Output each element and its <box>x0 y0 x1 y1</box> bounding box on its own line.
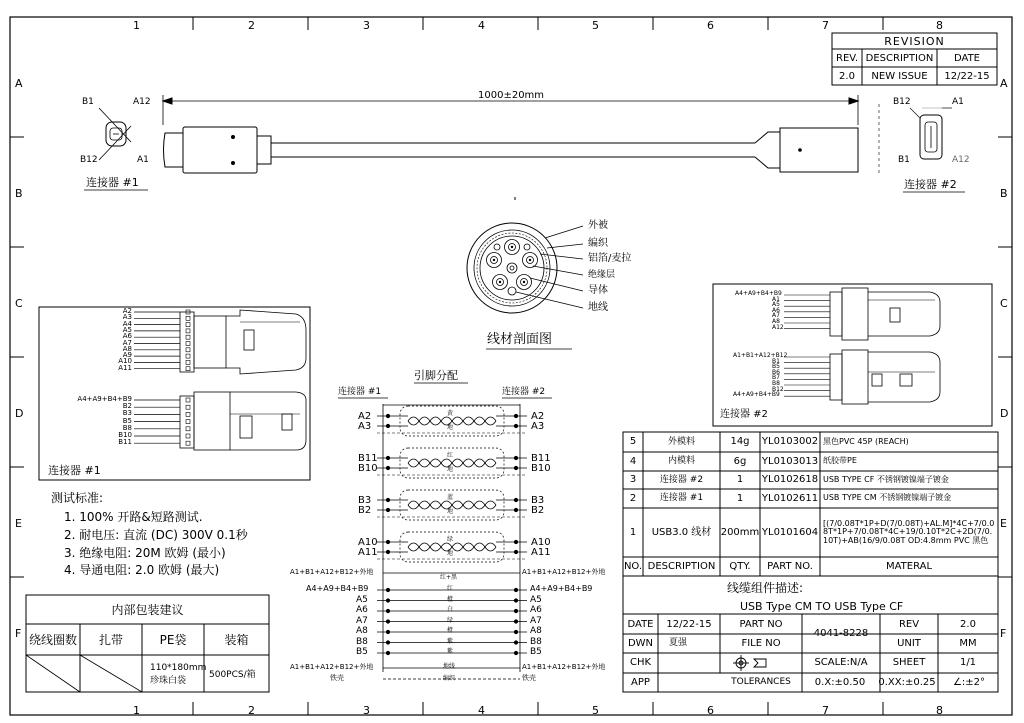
left-bottom-pin-contact <box>186 412 190 416</box>
pin-junction <box>386 456 389 459</box>
tb-app-label: APP <box>631 676 650 688</box>
pinout-single-color: 橙 <box>447 595 454 603</box>
grid-col-6-bottom: 6 <box>707 704 714 717</box>
pin-junction <box>386 620 389 623</box>
tb-date-label: DATE <box>627 618 654 630</box>
projection-symbol <box>733 655 766 671</box>
left-top-pin-label: A4 <box>122 319 132 328</box>
grid-col-3: 3 <box>363 19 370 32</box>
pinout-left-header: 连接器 #1 <box>338 387 382 397</box>
grid-col-4: 4 <box>478 19 485 32</box>
pinout-color-label: 地 <box>447 550 454 557</box>
pin-junction <box>514 508 517 511</box>
tb-sheet: 1/1 <box>959 657 977 668</box>
right-box-label: 连接器 #2 <box>720 409 768 420</box>
left-bottom-pin-label: B2 <box>122 402 132 411</box>
left-detail-box <box>39 307 310 480</box>
pin-junction <box>514 588 517 591</box>
tb-date: 12/22-15 <box>666 618 712 630</box>
grid-col-6: 6 <box>707 19 714 32</box>
right-top-pin-label: A6 <box>772 306 780 314</box>
pinout-single-left: A5 <box>356 594 368 605</box>
left-top-pin-label: A9 <box>122 351 132 360</box>
grid-col-5: 5 <box>592 19 599 32</box>
revision-date: 12/22-15 <box>944 70 990 82</box>
left-bottom-pin-label: B5 <box>122 416 132 425</box>
pinout-single-color: 红 <box>447 585 454 592</box>
pinout-single-right: B8 <box>530 636 542 647</box>
packing-box: 500PCS/箱 <box>209 670 256 680</box>
left-top-pin-label: A11 <box>118 363 132 372</box>
left-top-pin-label: A2 <box>122 307 132 315</box>
cable-cross-section <box>467 197 583 313</box>
pinout-single-color: 紫 <box>447 637 454 645</box>
pin-junction <box>514 651 517 654</box>
pinout-color-label: 红 <box>447 452 454 459</box>
pinout-bottom-braid: 编织 <box>443 675 456 682</box>
pinout-single-color: 绿 <box>447 616 454 624</box>
pinout-left-pin: A3 <box>358 421 372 432</box>
pinout-right-pin: A3 <box>531 421 545 432</box>
grid-row-a-right: A <box>1000 77 1008 90</box>
left-bottom-pin-label: B3 <box>122 409 132 418</box>
cross-section-title: 线材剖面图 <box>487 332 553 347</box>
test-item-2: 2. 耐电压: 直流 (DC) 300V 0.1秒 <box>64 528 248 542</box>
pin-junction <box>386 466 389 469</box>
tb-sheet-label: SHEET <box>892 657 926 668</box>
pin-junction <box>514 540 517 543</box>
left-top-pin-contact <box>186 367 190 371</box>
pinout-single-color: 紫 <box>447 648 454 655</box>
revision-title: REVISION <box>884 35 945 48</box>
bom-row-material: USB TYPE CF 不锈钢镀镍端子镀金 <box>823 474 949 484</box>
test-standard-title: 测试标准: <box>51 491 104 505</box>
grid-row-b: B <box>15 187 23 200</box>
pinout-left-pin: A11 <box>358 547 378 558</box>
pinout-left-pin: B11 <box>358 453 378 464</box>
left-bottom-pin-contact <box>186 427 190 431</box>
assembly-title-cn: 线缆组件描述: <box>727 581 804 595</box>
pinout-color-label: 地 <box>447 424 454 431</box>
tb-rev-label: REV <box>898 618 920 630</box>
left-top-pin-contact <box>186 342 190 346</box>
left-connector-drawing <box>134 295 830 450</box>
assembly-title-en: USB Type CM TO USB Type CF <box>740 600 904 613</box>
pinout-right-pin: A2 <box>531 411 545 422</box>
pin-junction <box>386 414 389 417</box>
pinout-right-pin: B3 <box>531 495 545 506</box>
pinout-right-pin: B2 <box>531 505 545 516</box>
pin-junction <box>514 550 517 553</box>
left-box-label: 连接器 #1 <box>48 464 101 477</box>
pinout-right-header: 连接器 #2 <box>502 387 546 397</box>
revision-header-description: DESCRIPTION <box>865 52 934 64</box>
bom-header-qty: QTY. <box>729 561 751 572</box>
pinout-color-label: 蓝 <box>447 494 454 501</box>
bom-row-qty: 6g <box>733 455 747 467</box>
pinout-single-left: A4+A9+B4+B9 <box>306 584 369 593</box>
pin-junction <box>386 588 389 591</box>
connector2-face <box>879 104 952 175</box>
bom-row-no: 1 <box>629 526 637 538</box>
bom-row-part-no: YL0103002 <box>761 436 819 447</box>
right-top-pin-label: A7 <box>772 312 780 320</box>
tb-dwn-label: DWN <box>627 637 654 649</box>
left-pin-b12: B12 <box>80 155 98 165</box>
pin-junction <box>514 466 517 469</box>
pin-junction <box>386 641 389 644</box>
pinout-single-color: 白 <box>447 606 454 613</box>
pin-junction <box>514 424 517 427</box>
pinout-left-pin: A10 <box>358 537 378 548</box>
tb-unit-label: UNIT <box>897 637 921 649</box>
pinout-right-pin: A11 <box>531 547 551 558</box>
connector2-label: 连接器 #2 <box>904 178 957 191</box>
pinout-single-color: 橙 <box>447 627 454 634</box>
bom-row-no: 4 <box>629 455 637 467</box>
left-pin-b1: B1 <box>82 97 94 107</box>
right-bottom-pin-label: B5 <box>772 363 780 371</box>
bom-row-part-no: YL0103013 <box>761 455 819 467</box>
right-pin-b12: B12 <box>893 97 911 107</box>
bom-row-part-no: YL0102611 <box>761 492 819 504</box>
packing-header-coils: 绕线圈数 <box>28 633 77 647</box>
grid-col-7-bottom: 7 <box>822 704 829 717</box>
pinout-gnd-right: A1+B1+A12+B12+外地 <box>522 568 606 576</box>
left-top-pin-label: A6 <box>122 332 132 341</box>
layer-braid: 编织 <box>588 238 608 249</box>
tb-dwn: 夏强 <box>668 638 687 648</box>
bom-row-no: 5 <box>629 436 637 447</box>
bom-row-description: 内模料 <box>667 456 695 466</box>
pinout-left-pin: B10 <box>358 463 378 474</box>
revision-rev: 2.0 <box>839 70 855 82</box>
bom-header-material: MATERAL <box>885 561 933 572</box>
left-pin-a12: A12 <box>133 97 151 107</box>
pin-junction <box>386 508 389 511</box>
right-pin-a12: A12 <box>952 155 970 165</box>
pinout-bottom-left: A1+B1+A12+B12+外地 <box>290 663 374 671</box>
pinout-single-left: A8 <box>356 626 368 636</box>
tb-partno-label: PART NO <box>739 618 783 630</box>
pin-junction <box>386 609 389 612</box>
pinout-single-left: A6 <box>356 605 368 615</box>
tb-tolerances: TOLERANCES <box>731 677 791 687</box>
pinout-gnd-color: 红+黑 <box>440 574 458 581</box>
bom-row-no: 3 <box>629 474 637 485</box>
grid-col-8-bottom: 8 <box>936 704 943 717</box>
right-top-pin-label: A1 <box>772 295 780 303</box>
right-bottom-pin-label: A1+B1+A12+B12 <box>733 352 788 359</box>
left-bottom-pin-contact <box>186 441 190 445</box>
pinout-single-left: B8 <box>356 636 368 647</box>
packing-pe-size: 110*180mm <box>150 663 207 673</box>
left-bottom-pin-label: B11 <box>118 438 132 447</box>
left-pin-a1: A1 <box>137 155 149 165</box>
grid-row-f-right: F <box>1000 627 1007 640</box>
grid-col-5-bottom: 5 <box>592 704 599 717</box>
tb-fileno-label: FILE NO <box>741 637 781 649</box>
left-bottom-pin-contact <box>186 434 190 438</box>
pin-junction <box>386 540 389 543</box>
right-bottom-pin-label: B6 <box>772 368 780 376</box>
grid-row-e-right: E <box>1000 517 1007 530</box>
bom-row-material: 黑色PVC 45P (REACH) <box>823 436 909 446</box>
pin-junction <box>386 599 389 602</box>
pinout-single-left: B5 <box>356 647 368 657</box>
bom-row-description: 外模料 <box>667 436 695 447</box>
left-top-pin-contact <box>186 316 190 320</box>
pin-junction <box>514 456 517 459</box>
pin-junction <box>514 641 517 644</box>
test-item-4: 4. 导通电阻: 2.0 欧姆 (最大) <box>64 563 220 577</box>
right-pin-a1: A1 <box>952 97 964 107</box>
tb-chk-label: CHK <box>629 657 652 668</box>
right-bottom-pin-label: B7 <box>772 374 780 382</box>
tb-tol-3: ∠:±2° <box>952 676 986 688</box>
pinout-color-label: 地 <box>447 508 454 515</box>
right-top-pin-label: A4+A9+B4+B9 <box>735 290 782 297</box>
revision-description: NEW ISSUE <box>871 70 928 82</box>
pinout-right-pin: B11 <box>531 453 551 464</box>
bom-row-qty: 1 <box>736 492 744 504</box>
left-bottom-pin-contact <box>186 420 190 424</box>
pinout-single-right: A5 <box>530 594 542 605</box>
bom-header-part-no: PART NO. <box>767 561 813 572</box>
left-top-pin-label: A5 <box>122 325 132 334</box>
left-top-pin-contact <box>186 329 190 333</box>
cable-length: 1000±20mm <box>478 90 545 101</box>
grid-row-b-right: B <box>1000 187 1008 200</box>
bom-row-qty: 1 <box>736 474 744 485</box>
packing-pe-name: 珍珠白袋 <box>150 676 187 686</box>
pin-junction <box>514 599 517 602</box>
right-bottom-pin-label: B1 <box>772 357 780 365</box>
grid-col-2-bottom: 2 <box>248 704 255 717</box>
grid-row-d: D <box>15 407 24 420</box>
pinout-single-right: A6 <box>530 605 542 615</box>
grid-col-3-bottom: 3 <box>363 704 370 717</box>
left-top-pin-contact <box>186 335 190 339</box>
pinout-left-pin: B2 <box>358 505 372 516</box>
pinout-single-right: A4+A9+B4+B9 <box>530 584 593 593</box>
bom-row-qty: 200mm <box>720 526 760 538</box>
grid-row-e: E <box>15 517 22 530</box>
left-bottom-pin-label: B10 <box>118 431 132 439</box>
pin-junction <box>514 620 517 623</box>
pinout-left-pin: B3 <box>358 495 372 506</box>
packing-title: 内部包装建议 <box>111 603 184 617</box>
tb-tol-1: 0.X:±0.50 <box>814 676 866 688</box>
grid-row-a: A <box>15 77 23 90</box>
left-top-pin-contact <box>186 348 190 352</box>
pinout-single-left: A7 <box>356 615 368 626</box>
left-bottom-pin-contact <box>186 398 190 402</box>
left-top-pin-contact <box>186 360 190 364</box>
pin-junction <box>386 424 389 427</box>
left-bottom-pin-contact <box>186 405 190 409</box>
pin-junction <box>514 630 517 633</box>
grid-col-2: 2 <box>248 19 255 32</box>
bom-row-description: 连接器 #1 <box>659 493 704 503</box>
pinout-single-right: A8 <box>530 626 542 636</box>
layer-foil: 铝箔/麦拉 <box>588 253 632 264</box>
bom-row-part-no: YL0101604 <box>761 526 819 538</box>
pinout-single-right: A7 <box>530 615 542 626</box>
grid-col-4-bottom: 4 <box>478 704 485 717</box>
grid-row-c: C <box>15 297 23 310</box>
tb-unit: MM <box>959 637 977 649</box>
test-item-1: 1. 100% 开路&短路测试. <box>64 510 203 524</box>
left-bottom-pin-label: A4+A9+B4+B9 <box>77 395 132 403</box>
layer-jacket: 外被 <box>588 220 608 231</box>
layer-insulation: 绝缘层 <box>588 270 616 280</box>
pinout-color-label: 地 <box>447 466 454 473</box>
bom-row-description: 连接器 #2 <box>659 474 704 485</box>
pinout-gnd-left: A1+B1+A12+B12+外地 <box>290 568 374 576</box>
bom-header-description: DESCRIPTION <box>647 561 716 572</box>
packing-header-box: 装箱 <box>224 633 249 647</box>
pinout-right-pin: B10 <box>531 463 551 474</box>
layer-conductor: 导体 <box>588 285 608 296</box>
bom-header-no: NO. <box>623 561 643 572</box>
pinout-bottom-right: A1+B1+A12+B12+外地 <box>522 663 606 671</box>
pin-junction <box>514 609 517 612</box>
grid-row-c-right: C <box>1000 297 1008 310</box>
pinout-right-pin: A10 <box>531 537 551 548</box>
revision-header-date: DATE <box>953 52 980 64</box>
pin-junction <box>514 498 517 501</box>
bom-row-material: [(7/0.08T*1P+D(7/0.08T)+AL.M]*4C+7/0.08T*1P+7/0.08T*4C+19/0.10T*2C+2D(7/0.10T)+AB(16/9/0.08T OD:4.8mm PVC 黑色 <box>823 518 995 545</box>
bom-row-no: 2 <box>629 492 637 504</box>
pinout-color-label: 绿 <box>447 536 454 543</box>
tb-part-number: 4041-8228 <box>813 628 869 639</box>
right-top-pin-label: A5 <box>772 301 780 309</box>
right-bottom-pin-label: B8 <box>772 380 780 387</box>
pinout-bottom-right2: 铁壳 <box>522 674 536 682</box>
grid-col-1: 1 <box>133 19 140 32</box>
grid-col-1-bottom: 1 <box>133 704 140 717</box>
test-item-3: 3. 绝缘电阻: 20M 欧姆 (最小) <box>64 546 226 560</box>
right-bottom-pin-label: A4+A9+B4+B9 <box>733 391 780 399</box>
pinout-single-right: B5 <box>530 647 542 657</box>
bom-row-material: USB TYPE CM 不锈钢镀镍端子镀金 <box>823 493 952 503</box>
pinout-bottom-drain: 地线 <box>443 663 456 670</box>
cable-assembly <box>163 95 858 173</box>
packing-header-pe-bag: PE袋 <box>159 633 187 647</box>
right-top-pin-label: A12 <box>772 323 784 331</box>
tb-scale: SCALE:N/A <box>814 657 868 668</box>
left-top-pin-label: A7 <box>122 338 132 347</box>
grid-row-f: F <box>15 627 22 640</box>
bom-row-qty: 14g <box>730 436 750 447</box>
bom-row-description: USB3.0 线材 <box>651 526 712 538</box>
pin-junction <box>386 651 389 654</box>
pin-junction <box>514 414 517 417</box>
right-bottom-pin-label: B12 <box>772 385 784 393</box>
pinout-left-pin: A2 <box>358 411 372 422</box>
left-top-pin-label: A3 <box>122 313 132 322</box>
grid-col-8: 8 <box>936 19 943 32</box>
connector1-label: 连接器 #1 <box>86 176 139 189</box>
right-top-pin-label: A8 <box>772 318 780 325</box>
tb-rev: 2.0 <box>960 618 976 630</box>
grid-row-d-right: D <box>1000 407 1009 420</box>
left-top-pin-label: A8 <box>122 344 132 353</box>
layer-drain-wire: 地线 <box>588 302 608 313</box>
packing-header-tie: 扎带 <box>98 633 123 647</box>
left-top-pin-label: A10 <box>118 357 132 366</box>
pin-junction <box>386 630 389 633</box>
pinout-bottom-left2: 铁壳 <box>330 674 344 682</box>
connector1-face <box>99 108 131 160</box>
pin-junction <box>386 498 389 501</box>
tb-tol-2: 0.XX:±0.25 <box>878 676 936 688</box>
pinout-title: 引脚分配 <box>414 369 458 382</box>
right-pin-b1: B1 <box>898 155 910 165</box>
right-connector-drawing <box>830 288 940 404</box>
bom-row-part-no: YL0102618 <box>761 474 819 485</box>
left-top-pin-contact <box>186 354 190 358</box>
left-top-pin-contact <box>186 323 190 327</box>
pinout-color-label: 黄 <box>447 410 454 417</box>
pin-junction <box>386 550 389 553</box>
revision-header-rev: REV. <box>836 52 858 64</box>
grid-col-7: 7 <box>822 19 829 32</box>
left-bottom-pin-label: B8 <box>122 423 132 432</box>
bom-row-material: 纸胶带PE <box>823 456 857 466</box>
